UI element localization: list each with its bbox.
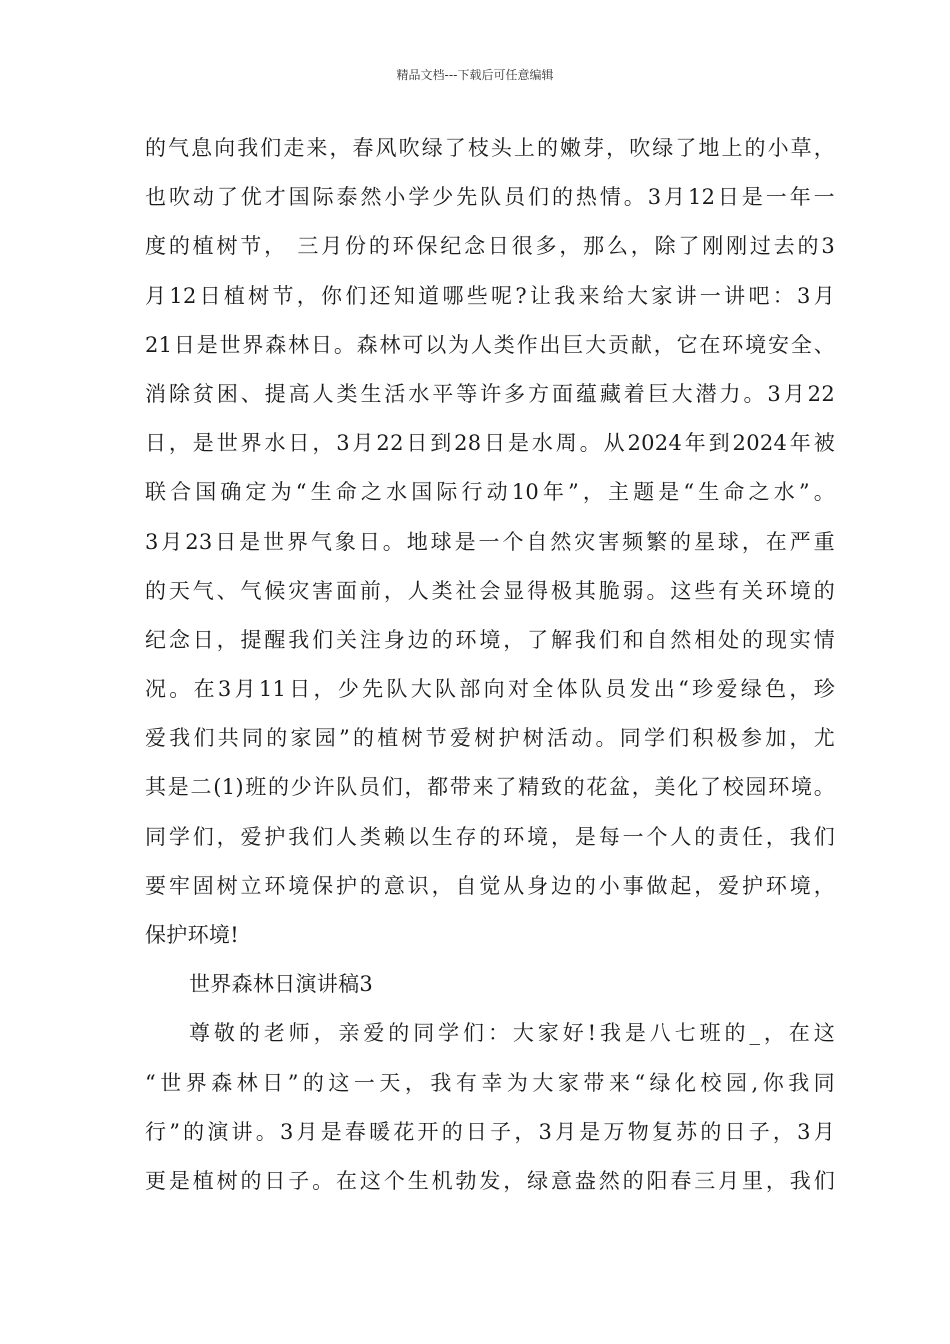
- text-line: 尊敬的老师，亲爱的同学们：大家好!我是八七班的_，在这: [189, 1021, 835, 1046]
- document-body: [145, 124, 835, 1206]
- text-line: 其是二(1)班的少许队员们，都带来了精致的花盆，美化了校园环境。: [145, 775, 835, 800]
- text-line: “世界森林日”的这一天，我有幸为大家带来“绿化校园,你我同: [145, 1070, 835, 1095]
- text-line: 纪念日，提醒我们关注身边的环境，了解我们和自然相处的现实情: [145, 627, 835, 652]
- text-line: 要牢固树立环境保护的意识，自觉从身边的小事做起，爱护环境，: [145, 873, 835, 898]
- paragraph-1: [145, 124, 835, 960]
- text-line: 况。在3月11日，少先队大队部向对全体队员发出“珍爱绿色，珍: [145, 677, 835, 702]
- text-line: 行”的演讲。3月是春暖花开的日子，3月是万物复苏的日子，3月: [145, 1119, 835, 1144]
- text-line: 月12日植树节，你们还知道哪些呢?让我来给大家讲一讲吧：3月: [145, 283, 835, 308]
- page-header: 精品文档---下载后可任意编辑: [396, 68, 554, 82]
- paragraph-2: [145, 1009, 835, 1206]
- text-line: 保护环境!: [145, 923, 239, 947]
- text-line: 21日是世界森林日。森林可以为人类作出巨大贡献，它在环境安全、: [145, 332, 835, 357]
- text-line: 也吹动了优才国际泰然小学少先队员们的热情。3月12日是一年一: [145, 185, 835, 210]
- text-line: 联合国确定为“生命之水国际行动10年”，主题是“生命之水”。: [145, 480, 835, 505]
- text-line: 度的植树节， 三月份的环保纪念日很多，那么，除了刚刚过去的3: [145, 234, 835, 259]
- text-line: 更是植树的日子。在这个生机勃发，绿意盎然的阳春三月里，我们: [145, 1168, 835, 1193]
- text-line: 消除贫困、提高人类生活水平等许多方面蕴藏着巨大潜力。3月22: [145, 381, 835, 406]
- text-line: 爱我们共同的家园”的植树节爱树护树活动。同学们积极参加，尤: [145, 726, 835, 751]
- section-heading: 世界森林日演讲稿3: [189, 972, 374, 997]
- text-line: 同学们，爱护我们人类赖以生存的环境，是每一个人的责任，我们: [145, 824, 835, 849]
- text-line: 日，是世界水日，3月22日到28日是水周。从2024年到2024年被: [145, 431, 835, 456]
- text-line: 3月23日是世界气象日。地球是一个自然灾害频繁的星球，在严重: [145, 529, 835, 554]
- text-line: 的气息向我们走来，春风吹绿了枝头上的嫩芽，吹绿了地上的小草，: [145, 136, 835, 160]
- text-line: 的天气、气候灾害面前，人类社会显得极其脆弱。这些有关环境的: [145, 578, 835, 603]
